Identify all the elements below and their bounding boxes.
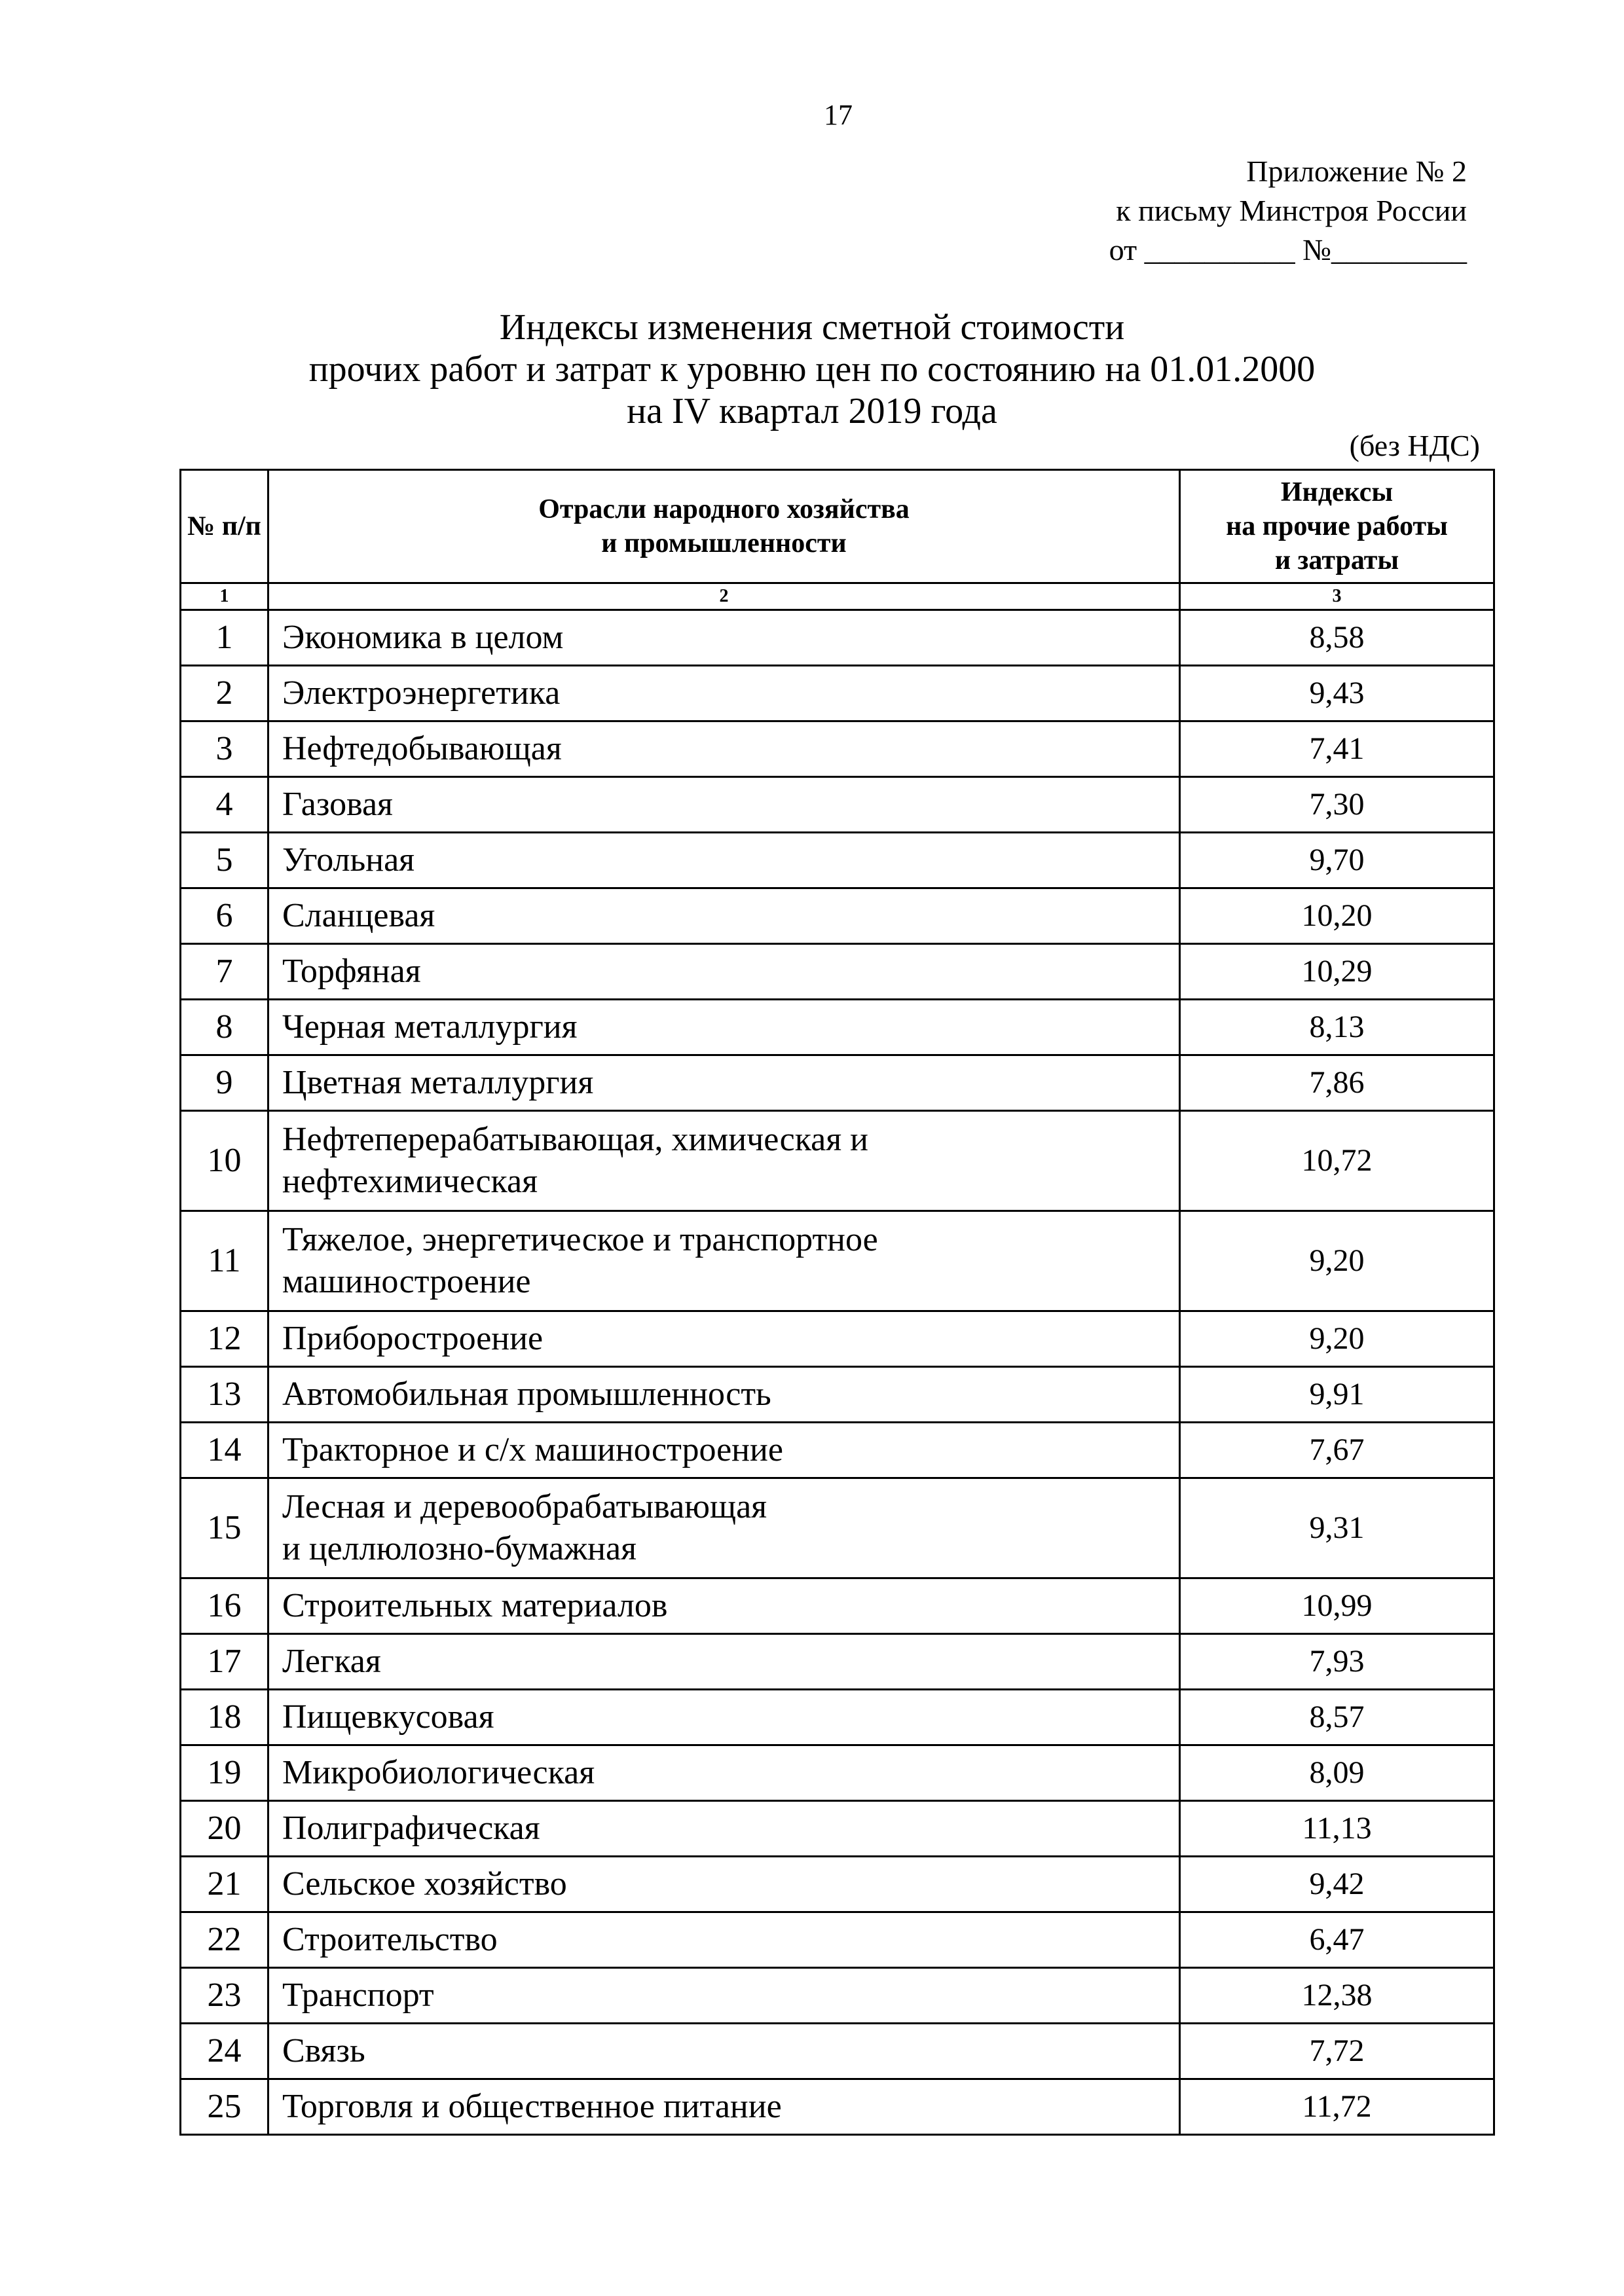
table-row: [181, 2024, 1494, 2079]
title-line: на IV квартал 2019 года: [627, 391, 997, 431]
row-number: 23: [181, 1968, 268, 2024]
industry-name: Строительство: [268, 1912, 1180, 1968]
index-value: 10,99: [1180, 1578, 1494, 1634]
index-value: 7,93: [1180, 1634, 1494, 1690]
header-index-line: и затраты: [1274, 545, 1399, 575]
table-row: [181, 1478, 1494, 1578]
table-row: [181, 833, 1494, 888]
row-number: 19: [181, 1745, 268, 1801]
industry-name: Цветная металлургия: [268, 1055, 1180, 1111]
row-number: 21: [181, 1857, 268, 1912]
row-number: 20: [181, 1801, 268, 1857]
industry-name: Связь: [268, 2024, 1180, 2079]
industry-name: Автомобильная промышленность: [268, 1367, 1180, 1423]
industry-name: [268, 1478, 1180, 1578]
column-number-row: [181, 583, 1494, 610]
table-row: [181, 1000, 1494, 1055]
index-value: 9,43: [1180, 666, 1494, 721]
appendix-line: Приложение № 2: [1246, 155, 1467, 188]
index-value: 9,70: [1180, 833, 1494, 888]
index-value: 8,13: [1180, 1000, 1494, 1055]
vat-note: (без НДС): [1349, 429, 1480, 462]
index-value: 7,41: [1180, 721, 1494, 777]
row-number: 3: [181, 721, 268, 777]
industry-name: [268, 1111, 1180, 1211]
row-number: 8: [181, 1000, 268, 1055]
table-row: [181, 1690, 1494, 1745]
table-row: [181, 1745, 1494, 1801]
index-value: 8,58: [1180, 610, 1494, 666]
row-number: 25: [181, 2079, 268, 2135]
row-number: 15: [181, 1478, 268, 1578]
table-row: [181, 1857, 1494, 1912]
row-number: 5: [181, 833, 268, 888]
industry-name: Пищевкусовая: [268, 1690, 1180, 1745]
row-number: 22: [181, 1912, 268, 1968]
industry-name: Торфяная: [268, 944, 1180, 1000]
industry-name-line: Лесная и деревообрабатывающая: [282, 1488, 767, 1525]
row-number: 7: [181, 944, 268, 1000]
industry-name: Легкая: [268, 1634, 1180, 1690]
index-value: 6,47: [1180, 1912, 1494, 1968]
index-value: 9,20: [1180, 1211, 1494, 1311]
index-value: 7,86: [1180, 1055, 1494, 1111]
industry-name-line: машиностроение: [282, 1263, 531, 1300]
index-value: 9,31: [1180, 1478, 1494, 1578]
industry-name: Полиграфическая: [268, 1801, 1180, 1857]
industry-name: Угольная: [268, 833, 1180, 888]
row-number: 24: [181, 2024, 268, 2079]
table-row: [181, 1367, 1494, 1423]
industry-name: Строительных материалов: [268, 1578, 1180, 1634]
table-row: [181, 1801, 1494, 1857]
column-number: 3: [1180, 583, 1494, 610]
row-number: 4: [181, 777, 268, 833]
row-number: 10: [181, 1111, 268, 1211]
row-number: 14: [181, 1423, 268, 1478]
row-number: 1: [181, 610, 268, 666]
index-value: 9,20: [1180, 1311, 1494, 1367]
row-number: 17: [181, 1634, 268, 1690]
industry-name: Микробиологическая: [268, 1745, 1180, 1801]
industry-name: Приборостроение: [268, 1311, 1180, 1367]
page-number: 17: [824, 99, 853, 131]
row-number: 13: [181, 1367, 268, 1423]
header-industry: [268, 470, 1180, 583]
table-row: [181, 1634, 1494, 1690]
index-value: 7,72: [1180, 2024, 1494, 2079]
index-value: 11,13: [1180, 1801, 1494, 1857]
appendix-line: от __________ №_________: [1109, 233, 1467, 266]
industry-name-line: Тяжелое, энергетическое и транспортное: [282, 1221, 878, 1258]
header-industry-line: и промышленности: [601, 528, 847, 558]
industry-name: [268, 1211, 1180, 1311]
industry-name-line: и целлюлозно-бумажная: [282, 1530, 637, 1567]
row-number: 2: [181, 666, 268, 721]
column-number: 1: [181, 583, 268, 610]
table-header-row: [181, 470, 1494, 583]
row-number: 9: [181, 1055, 268, 1111]
index-value: 9,42: [1180, 1857, 1494, 1912]
industry-name: Сланцевая: [268, 888, 1180, 944]
index-table: [179, 469, 1495, 2136]
industry-name: Тракторное и с/х машиностроение: [268, 1423, 1180, 1478]
table-row: [181, 1968, 1494, 2024]
industry-name-line: Нефтеперерабатывающая, химическая и: [282, 1121, 868, 1158]
header-index-line: на прочие работы: [1226, 511, 1448, 541]
appendix-reference: [969, 152, 1467, 270]
row-number: 18: [181, 1690, 268, 1745]
industry-name: Газовая: [268, 777, 1180, 833]
index-value: 11,72: [1180, 2079, 1494, 2135]
appendix-line: к письму Минстроя России: [1116, 194, 1467, 227]
index-value: 12,38: [1180, 1968, 1494, 2024]
industry-name-line: нефтехимическая: [282, 1163, 538, 1200]
header-index: [1180, 470, 1494, 583]
column-number: 2: [268, 583, 1180, 610]
table-row: [181, 610, 1494, 666]
index-value: 10,29: [1180, 944, 1494, 1000]
table-row: [181, 944, 1494, 1000]
table-row: [181, 666, 1494, 721]
row-number: 16: [181, 1578, 268, 1634]
table-row: [181, 2079, 1494, 2135]
industry-name: Черная металлургия: [268, 1000, 1180, 1055]
table-row: [181, 1423, 1494, 1478]
table-row: [181, 1311, 1494, 1367]
row-number: 11: [181, 1211, 268, 1311]
index-value: 10,20: [1180, 888, 1494, 944]
index-value: 9,91: [1180, 1367, 1494, 1423]
index-value: 8,57: [1180, 1690, 1494, 1745]
header-industry-line: Отрасли народного хозяйства: [538, 494, 910, 524]
industry-name: Транспорт: [268, 1968, 1180, 2024]
table-row: [181, 1211, 1494, 1311]
industry-name: Электроэнергетика: [268, 666, 1180, 721]
industry-name: Нефтедобывающая: [268, 721, 1180, 777]
index-value: 8,09: [1180, 1745, 1494, 1801]
table-row: [181, 721, 1494, 777]
table-row: [181, 1578, 1494, 1634]
table-row: [181, 888, 1494, 944]
industry-name: Торговля и общественное питание: [268, 2079, 1180, 2135]
table-row: [181, 1055, 1494, 1111]
document-title: [0, 306, 1624, 432]
industry-name: Сельское хозяйство: [268, 1857, 1180, 1912]
index-value: 10,72: [1180, 1111, 1494, 1211]
header-index-line: Индексы: [1280, 477, 1393, 507]
table-row: [181, 1111, 1494, 1211]
row-number: 6: [181, 888, 268, 944]
title-line: Индексы изменения сметной стоимости: [499, 307, 1125, 348]
index-value: 7,30: [1180, 777, 1494, 833]
industry-name: Экономика в целом: [268, 610, 1180, 666]
title-line: прочих работ и затрат к уровню цен по состоянию на 01.01.2000: [308, 349, 1316, 390]
index-value: 7,67: [1180, 1423, 1494, 1478]
table-row: [181, 1912, 1494, 1968]
header-num: № п/п: [181, 470, 268, 583]
table-row: [181, 777, 1494, 833]
row-number: 12: [181, 1311, 268, 1367]
